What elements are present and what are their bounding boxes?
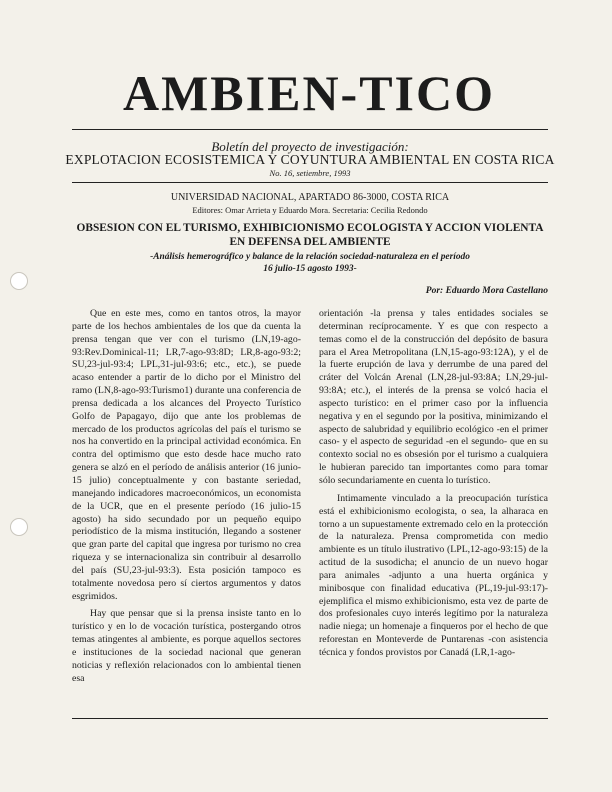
issue-line: No. 16, setiembre, 1993 — [269, 168, 351, 178]
article-title: OBSESION CON EL TURISMO, EXHIBICIONISMO ECOLOGISTA Y ACCION VIOLENTA EN DEFENSA DEL AMBIENTE — [76, 222, 544, 248]
article-subtitle-line1: -Análisis hemerográfico y balance de la relación sociedad-naturaleza en el período — [150, 252, 470, 262]
article-column-left — [72, 308, 301, 685]
punch-hole-bottom — [10, 518, 28, 536]
header-rule — [72, 182, 548, 183]
paragraph: Hay que pensar que si la prensa insiste tanto en lo turístico y en lo de vocación turística, postergando otros temas atingentes al ambiente, es porque aquellos sectores e instituciones de la sociedad nacional que generan noticias y reflexión relacionados con lo ambiental tienen esa — [72, 608, 301, 684]
masthead-rule — [72, 129, 548, 130]
paragraph: Intimamente vinculado a la preocupación turística está el exhibicionismo ecologista, o sea, la alharaca en torno a un supuestamente extremado celo en la protección de la naturaleza. Prensa comprometida con medio ambiente es un título ilustrativo (LPL,12-ago-93:15) de la actitud de la susodicha; el anuncio de un nuevo hogar para animales -adjunto a una huerta orgánica y minibosque con finalidad educativa (PL,19-jul-93:17)- ejemplifica el mismo exhibicionismo, esta vez de parte de dos profesionales cuyo interés legítimo por la naturaleza nadie niega; un homenaje a finqueros por el hecho de que reforestan en Monteverde de Puntarenas -con asistencia técnica y fondos provistos por Canadá (LR,1-ago- — [319, 492, 548, 658]
article-byline: Por: Eduardo Mora Castellano — [425, 286, 548, 296]
article-subtitle-line2: 16 julio-15 agosto 1993- — [263, 264, 357, 274]
editors-line: Editores: Omar Arrieta y Eduardo Mora. Secretaria: Cecilia Redondo — [192, 205, 428, 215]
article-subtitle — [72, 251, 548, 275]
punch-hole-top — [10, 272, 28, 290]
paragraph: Que en este mes, como en tantos otros, la mayor parte de los hechos ambientales de los que da cuenta la prensa tengan que ver con el turismo (LN,19-ago-93:Rev.Dominical-11; LR,7-ago-93:8D; LR,8-ago-93:2; SU,23-jul-93:4; LPL,31-jul-93:6; etc., etc.), se puede acaso entender a partir de lo dicho por el Ministro del ramo (LN,8-ago-93:Turismo1) durante una conferencia de prensa dedicada a los alcances del Proyecto Turístico Golfo de Papagayo, dijo que ante los problemas de mercado de los productos agrícolas del país el turismo se nos ha convertido en la principal actividad económica. En contra del optimismo que esto desde hace mucho rato genera se alzó en el período de análisis anterior (16 junio-15 julio) conceptualmente y con bastante seriedad, manejando indicadores macroeconómicos, un economista de la UCR, que en el presente período (16 julio-15 agosto) ha sido secundado por un pequeño equipo periodístico de la misma institución, llegando a sostener que gran parte del capital que ingresa por turismo no crea riqueza y se internacionaliza sin contribuir al desarrollo del país (SU,23-jul-93:3). Esta posición tampoco es totalmente novedosa pero sí ciertos argumentos y datos esgrimidos. — [72, 308, 301, 602]
bulletin-subtitle-main: EXPLOTACION ECOSISTEMICA Y COYUNTURA AMBIENTAL EN COSTA RICA — [65, 152, 555, 167]
footer-rule — [72, 718, 548, 719]
paragraph: orientación -la prensa y tales entidades sociales se determinan recíprocamente. Y es que con respecto a temas como el de la construcción del depósito de basura para el Area Metropolitana (LN,15-ago-93:12A), y el de la fuerte erupción de lava y derrumbe de una pared del cráter del Volcán Arenal (LN,28-jul-93:8A; LN,29-jul-93:8A; etc.), el interés de la prensa se volcó hacia el aspecto turístico: en el primer caso por la influencia negativa y en el segundo por la positiva, minimizando el aspecto de salubridad y equilibrio ecológico -en el primer caso- y el aspecto de seguridad -en el segundo- que en su contexto social no es obsesión por el turismo a cualquiera le hubieran parecido tan importantes como para tomar sólo secundariamente en cuenta lo turístico. — [319, 308, 548, 486]
bulletin-subtitle-italic: Boletín del proyecto de investigación: — [211, 139, 409, 154]
masthead-title: AMBIEN-TICO — [122, 65, 496, 121]
article-column-right — [319, 308, 548, 660]
university-line: UNIVERSIDAD NACIONAL, APARTADO 86-3000, COSTA RICA — [170, 192, 450, 203]
